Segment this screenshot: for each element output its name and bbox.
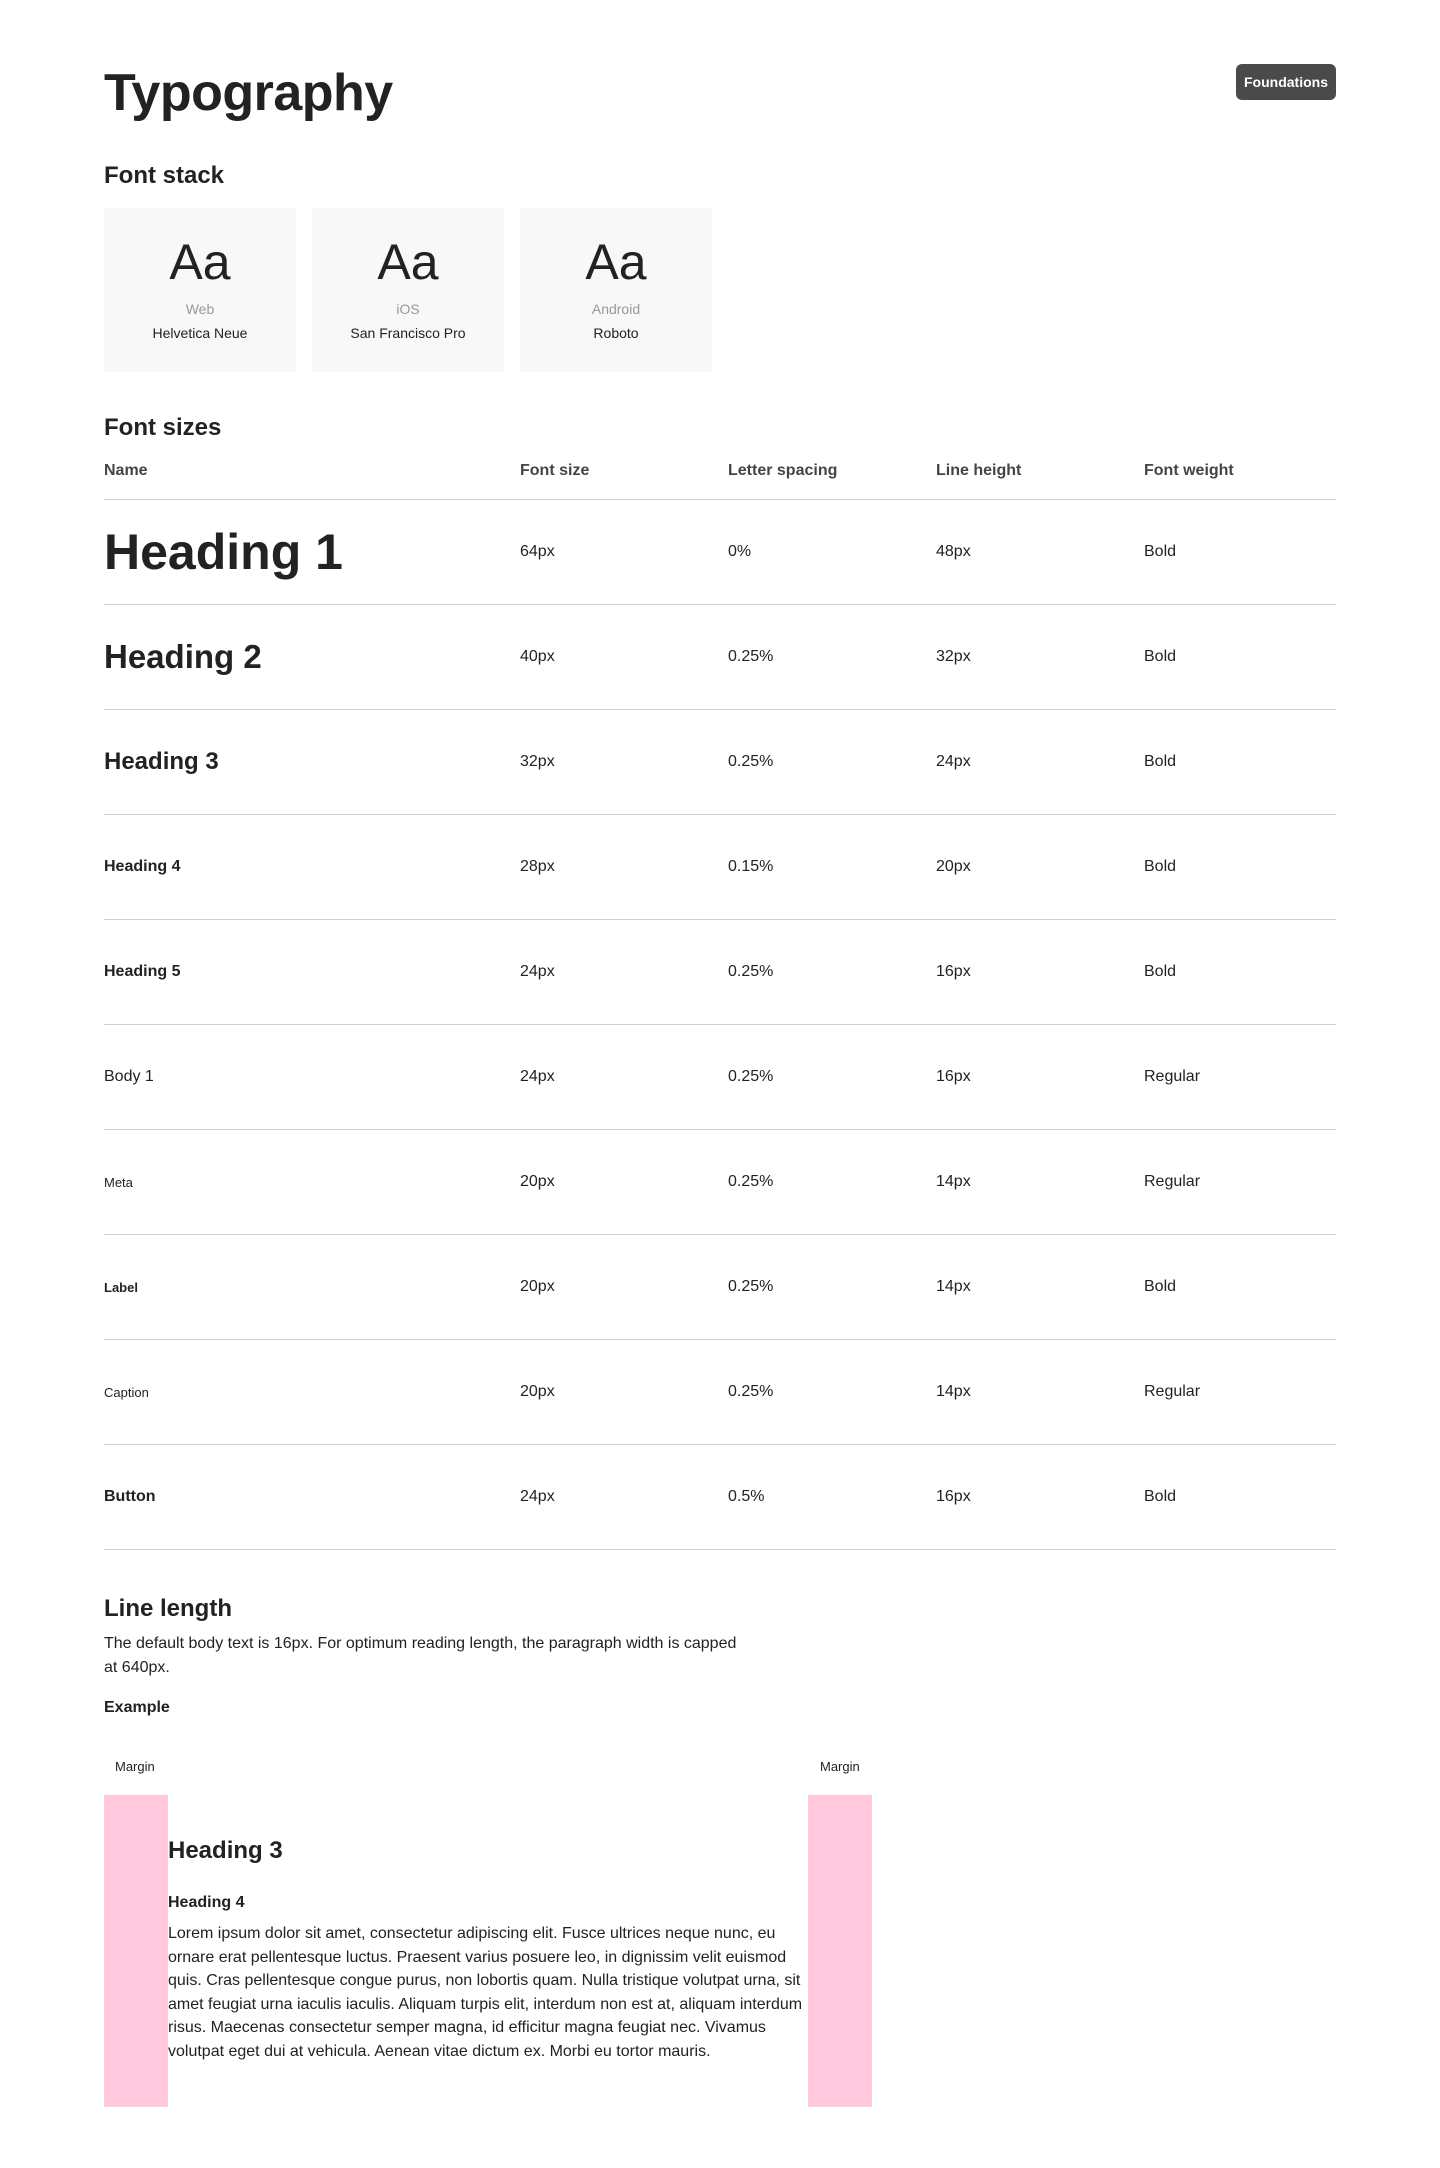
font-stack-cards [104,208,712,372]
font-card-android [520,208,712,372]
margin-bar-right [808,1795,872,2107]
letter-spacing-value: 0.25% [728,1068,774,1085]
line-height-value: 20px [936,858,971,875]
example-label: Example [104,1699,170,1716]
table-row [104,815,1336,920]
column-header-name: Name [104,462,148,479]
style-name: Label [104,1279,138,1295]
table-row [104,500,1336,605]
table-row [104,920,1336,1025]
letter-spacing-value: 0.15% [728,858,774,875]
style-name: Heading 3 [104,748,219,775]
font-weight-value: Bold [1144,1278,1177,1295]
line-height-value: 48px [936,543,971,560]
font-weight-value: Bold [1144,753,1177,770]
example-body-text: Lorem ipsum dolor sit amet, consectetur adipiscing elit. Fusce ultrices neque nunc, eu ornare erat pellentesque luctus. Praesent varius posuere leo, in dignissim velit euismod quis. Cras pellentesque congue purus, non lobortis quam. Nulla tristique volutpat urna, sit amet feugiat urna iaculis iaculis. Aliquam turpis elit, interdum non est at, aliquam interdum risus. Maecenas consectetur semper magna, id efficitur magna feugiat nec. Vivamus volutpat eget dui at vehicula. Aenean vitae dictum ex. Morbi eu tortor mauris. [168,1925,803,2060]
margin-label-left: Margin [115,1759,155,1774]
font-size-value: 40px [520,648,555,665]
table-row [104,1445,1336,1550]
font-size-value: 64px [520,543,555,560]
example-heading-4: Heading 4 [168,1894,245,1911]
font-size-value: 24px [520,1068,555,1085]
font-size-value: 28px [520,858,555,875]
font-weight-value: Bold [1144,858,1177,875]
font-weight-value: Bold [1144,1488,1177,1505]
line-length-title: Line length [104,1595,232,1622]
platform-label: Web [185,301,215,317]
style-name: Heading 4 [104,858,181,875]
font-name: Roboto [593,325,639,341]
style-name: Meta [104,1174,133,1190]
font-stack-title: Font stack [104,162,225,189]
font-card-ios [312,208,504,372]
table-row [104,1235,1336,1340]
line-height-value: 14px [936,1173,971,1190]
letter-spacing-value: 0.5% [728,1488,765,1505]
font-size-value: 24px [520,963,555,980]
font-size-value: 24px [520,1488,555,1505]
letter-spacing-value: 0.25% [728,648,774,665]
table-row [104,1025,1336,1130]
platform-label: Android [591,301,641,317]
style-name: Heading 2 [104,638,262,675]
font-name: Helvetica Neue [152,325,248,341]
letter-spacing-value: 0.25% [728,1173,774,1190]
column-header-line-height: Line height [936,462,1022,479]
style-name: Heading 1 [104,524,343,580]
column-header-font-weight: Font weight [1144,462,1234,479]
style-name: Heading 5 [104,963,181,980]
letter-spacing-value: 0.25% [728,963,774,980]
table-row [104,1130,1336,1235]
font-sample: Aa [169,234,231,290]
font-sizes-title: Font sizes [104,414,222,441]
font-size-value: 20px [520,1278,555,1295]
line-height-value: 24px [936,753,971,770]
font-size-value: 32px [520,753,555,770]
line-height-value: 16px [936,1068,971,1085]
platform-label: iOS [396,301,420,317]
table-header [104,458,1336,500]
font-size-value: 20px [520,1383,555,1400]
column-header-font-size: Font size [520,462,590,479]
font-sample: Aa [585,234,647,290]
letter-spacing-value: 0% [728,543,752,560]
table-row [104,605,1336,710]
line-length-description: The default body text is 16px. For optimum reading length, the paragraph width is capped at 640px. [104,1635,737,1676]
line-height-value: 16px [936,1488,971,1505]
font-name: San Francisco Pro [350,325,466,341]
column-header-letter-spacing: Letter spacing [728,462,838,479]
letter-spacing-value: 0.25% [728,1278,774,1295]
font-size-value: 20px [520,1173,555,1190]
line-height-value: 32px [936,648,971,665]
style-name: Button [104,1488,156,1505]
table-row [104,710,1336,815]
font-weight-value: Regular [1144,1383,1201,1400]
font-weight-value: Regular [1144,1068,1201,1085]
font-weight-value: Bold [1144,543,1177,560]
letter-spacing-value: 0.25% [728,753,774,770]
font-weight-value: Bold [1144,963,1177,980]
margin-bar-left [104,1795,168,2107]
table-row [104,1340,1336,1445]
style-name: Body 1 [104,1068,154,1085]
font-sample: Aa [377,234,439,290]
letter-spacing-value: 0.25% [728,1383,774,1400]
page-title: Typography [104,64,393,122]
font-sizes-table [104,458,1336,1550]
font-weight-value: Regular [1144,1173,1201,1190]
line-height-value: 14px [936,1383,971,1400]
margin-label-right: Margin [820,1759,860,1774]
foundations-badge[interactable]: Foundations [1236,64,1336,100]
font-card-web [104,208,296,372]
line-height-value: 14px [936,1278,971,1295]
style-name: Caption [104,1384,149,1400]
font-weight-value: Bold [1144,648,1177,665]
line-height-value: 16px [936,963,971,980]
example-heading-3: Heading 3 [168,1837,283,1864]
